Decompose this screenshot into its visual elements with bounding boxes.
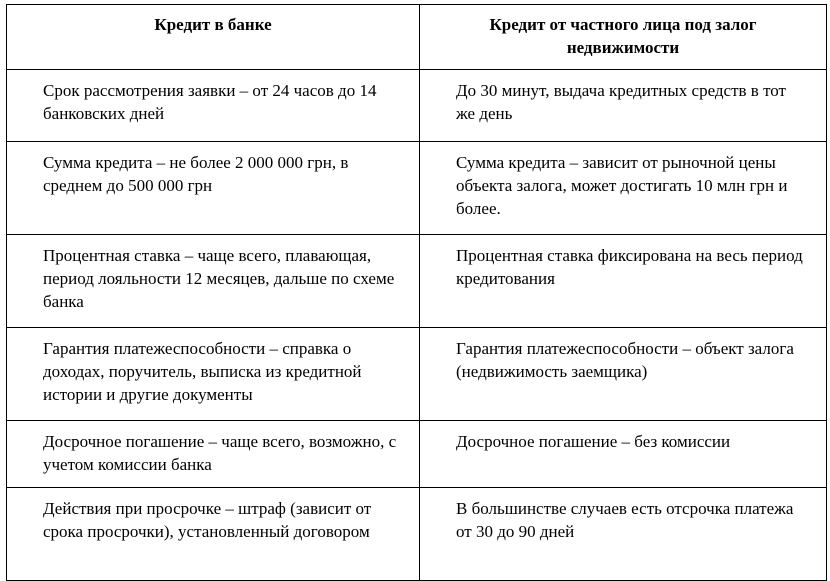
- table-row: [7, 488, 827, 581]
- cell-bank-review-time: Срок рассмотрения заявки – от 24 часов до 14 банковских дней: [7, 70, 420, 142]
- cell-bank-interest-rate: Процентная ставка – чаще всего, плавающая, период лояльности 12 месяцев, дальше по схеме банка: [7, 235, 420, 328]
- table-row: [7, 235, 827, 328]
- table-header-row: [7, 5, 827, 70]
- cell-private-solvency-guarantee: Гарантия платежеспособности – объект залога (недвижимость заемщика): [420, 328, 827, 421]
- cell-bank-early-repayment: Досрочное погашение – чаще всего, возможно, с учетом комиссии банка: [7, 421, 420, 488]
- cell-private-early-repayment: Досрочное погашение – без комиссии: [420, 421, 827, 488]
- table-row: [7, 421, 827, 488]
- cell-private-review-time: До 30 минут, выдача кредитных средств в тот же день: [420, 70, 827, 142]
- cell-bank-loan-amount: Сумма кредита – не более 2 000 000 грн, в среднем до 500 000 грн: [7, 142, 420, 235]
- header-bank-loan: Кредит в банке: [7, 5, 420, 70]
- cell-bank-overdue-actions: Действия при просрочке – штраф (зависит от срока просрочки), установленный договором: [7, 488, 420, 581]
- loan-comparison-table: [6, 4, 827, 581]
- table-row: [7, 142, 827, 235]
- table-row: [7, 70, 827, 142]
- cell-private-interest-rate: Процентная ставка фиксирована на весь период кредитования: [420, 235, 827, 328]
- header-private-loan: Кредит от частного лица под залог недвижимости: [420, 5, 827, 70]
- cell-private-overdue-actions: В большинстве случаев есть отсрочка платежа от 30 до 90 дней: [420, 488, 827, 581]
- cell-private-loan-amount: Сумма кредита – зависит от рыночной цены объекта залога, может достигать 10 млн грн и более.: [420, 142, 827, 235]
- cell-bank-solvency-guarantee: Гарантия платежеспособности – справка о доходах, поручитель, выписка из кредитной истории и другие документы: [7, 328, 420, 421]
- table-row: [7, 328, 827, 421]
